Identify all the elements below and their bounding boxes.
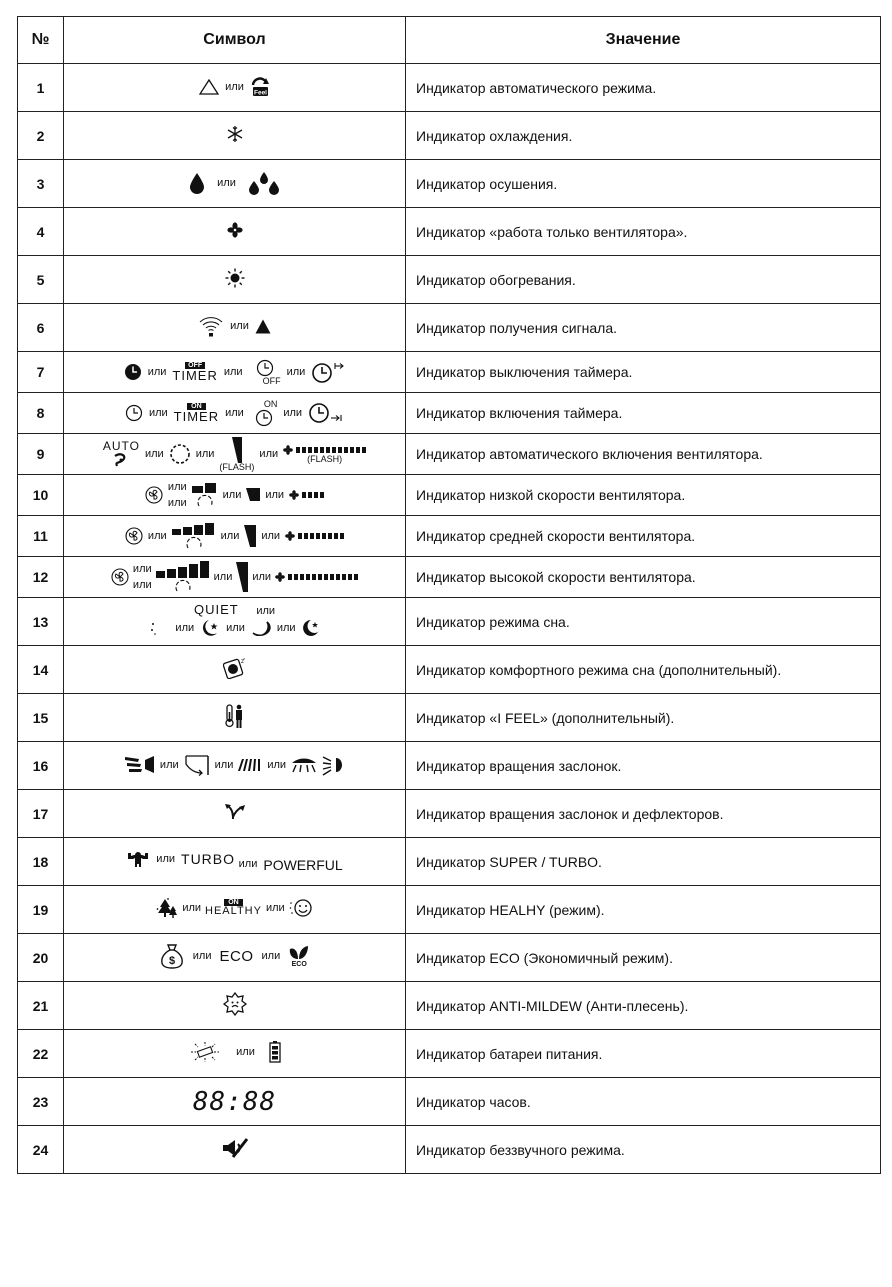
table-row <box>18 742 881 790</box>
row-number: 12 <box>18 557 64 598</box>
powerful-text: POWERFUL <box>263 856 343 873</box>
louver-horizontal-icon <box>291 757 317 773</box>
table-row <box>18 838 881 886</box>
row-symbol <box>64 982 406 1030</box>
row-symbol <box>64 886 406 934</box>
fan-dots-mid-icon <box>285 531 344 541</box>
row-number: 22 <box>18 1030 64 1078</box>
table-row <box>18 790 881 838</box>
or-label: или <box>195 448 215 460</box>
triangle-outline-icon <box>199 79 219 95</box>
or-label: или <box>217 176 236 189</box>
row-meaning: Индикатор «работа только вентилятора». <box>406 208 881 256</box>
row-number: 9 <box>18 434 64 475</box>
moon-star-small-icon <box>302 619 320 637</box>
fan-circle-icon <box>125 527 143 545</box>
or-label: или <box>156 852 176 865</box>
row-meaning: Индикатор режима сна. <box>406 598 881 646</box>
moon-stars-icon <box>149 619 169 637</box>
or-label: или <box>223 366 243 378</box>
eco-leaf-icon <box>288 945 310 968</box>
money-bag-icon <box>159 943 185 969</box>
row-symbol <box>64 475 406 516</box>
row-number: 11 <box>18 516 64 557</box>
row-meaning: Индикатор включения таймера. <box>406 393 881 434</box>
timer-text: TIMER <box>172 368 218 383</box>
row-meaning: Индикатор ANTI-MILDEW (Анти-плесень). <box>406 982 881 1030</box>
feel-text: Feel <box>253 89 267 97</box>
moon-star-icon <box>200 619 220 637</box>
or-label: или <box>144 448 164 460</box>
row-number: 5 <box>18 256 64 304</box>
row-number: 17 <box>18 790 64 838</box>
wedge-bar-icon <box>219 437 254 472</box>
row-number: 6 <box>18 304 64 352</box>
or-label: или <box>220 530 240 542</box>
dashed-circle-icon <box>169 443 191 465</box>
timer-on-icon <box>174 403 219 423</box>
bars-mid-icon <box>172 522 216 550</box>
or-label: или <box>159 759 179 771</box>
row-symbol <box>64 393 406 434</box>
healthy-text: HEALTHY <box>205 905 262 917</box>
wedge-high-icon <box>236 562 248 592</box>
svg-text:z: z <box>240 659 244 665</box>
table-row <box>18 886 881 934</box>
row-number: 10 <box>18 475 64 516</box>
row-number: 7 <box>18 352 64 393</box>
table-row <box>18 304 881 352</box>
star-face-icon <box>223 992 247 1016</box>
table-row <box>18 694 881 742</box>
symbol-legend-table <box>17 16 881 1174</box>
or-label: или <box>147 530 167 542</box>
or-label: или <box>286 366 306 378</box>
or-label: или <box>261 530 281 542</box>
row-meaning: Индикатор беззвучного режима. <box>406 1126 881 1174</box>
wedge-low-icon <box>246 488 260 502</box>
or-label: или <box>252 571 272 583</box>
table-row <box>18 160 881 208</box>
row-number: 15 <box>18 694 64 742</box>
timer-on-badge: ON <box>187 403 206 410</box>
or-label: или <box>256 605 276 617</box>
or-label: или <box>192 950 212 962</box>
mute-speaker-icon <box>221 1137 249 1159</box>
row-symbol <box>64 694 406 742</box>
fan-dots-low-icon <box>289 490 324 500</box>
drop-icon <box>189 172 205 194</box>
clock-arrow-bar-icon <box>308 402 344 424</box>
or-label: или <box>259 448 279 460</box>
or-label: или <box>132 578 152 591</box>
row-symbol <box>64 112 406 160</box>
or-stack <box>168 482 187 509</box>
thermometer-person-icon <box>225 703 245 729</box>
table-row <box>18 434 881 475</box>
or-label: или <box>236 1046 255 1058</box>
or-stack <box>133 564 152 591</box>
louver-swing-icon <box>125 756 155 774</box>
eco-text: ECO <box>219 947 254 965</box>
or-label: или <box>225 81 244 93</box>
svg-text:z: z <box>242 657 245 661</box>
table-row <box>18 1078 881 1126</box>
row-number: 4 <box>18 208 64 256</box>
segment-clock-icon: 88:88 <box>192 1086 277 1117</box>
row-meaning: Индикатор ECO (Экономичный режим). <box>406 934 881 982</box>
bars-high-icon <box>156 561 210 593</box>
timer-off-icon <box>172 362 217 382</box>
row-number: 3 <box>18 160 64 208</box>
row-symbol <box>64 646 406 694</box>
row-meaning: Индикатор обогревания. <box>406 256 881 304</box>
row-meaning: Индикатор вращения заслонок. <box>406 742 881 790</box>
row-number: 1 <box>18 64 64 112</box>
row-number: 16 <box>18 742 64 790</box>
clock-filled-icon <box>124 363 142 381</box>
row-meaning: Индикатор «I FEEL» (дополнительный). <box>406 694 881 742</box>
or-label: или <box>276 622 296 634</box>
row-symbol <box>64 64 406 112</box>
row-meaning: Индикатор комфортного режима сна (дополнительный). <box>406 646 881 694</box>
row-meaning: Индикатор часов. <box>406 1078 881 1126</box>
or-label: или <box>238 858 258 871</box>
bars-low-icon <box>192 482 218 508</box>
row-meaning: Индикатор высокой скорости вентилятора. <box>406 557 881 598</box>
fan-circle-icon <box>111 568 129 586</box>
row-symbol <box>64 434 406 475</box>
table-row <box>18 598 881 646</box>
clock-on-label: ON <box>263 398 278 409</box>
or-label: или <box>230 320 249 332</box>
table-row <box>18 352 881 393</box>
louver-side-icon <box>322 754 344 776</box>
row-symbol <box>64 838 406 886</box>
row-number: 19 <box>18 886 64 934</box>
clock-off-label: OFF <box>262 375 281 386</box>
or-label: или <box>167 480 187 493</box>
fan-circle-icon <box>145 486 163 504</box>
swing-arrows-icon <box>224 803 246 821</box>
row-number: 18 <box>18 838 64 886</box>
triangle-filled-icon <box>255 319 271 334</box>
or-label: или <box>265 902 285 914</box>
fan-dots-bar-icon <box>283 445 366 464</box>
auto-text: AUTO <box>102 439 140 453</box>
header-symbol: Символ <box>64 17 406 64</box>
or-label: или <box>147 366 167 378</box>
auto-fan-icon <box>103 440 140 468</box>
three-drops-icon <box>248 171 280 195</box>
row-meaning: Индикатор автоматического режима. <box>406 64 881 112</box>
row-symbol <box>64 742 406 790</box>
or-label: или <box>132 562 152 575</box>
svg-text:$: $ <box>168 955 175 967</box>
table-row <box>18 112 881 160</box>
row-meaning: Индикатор охлаждения. <box>406 112 881 160</box>
row-meaning: Индикатор осушения. <box>406 160 881 208</box>
turbo-text: TURBO <box>181 851 236 868</box>
or-label: или <box>167 496 187 509</box>
table-row <box>18 256 881 304</box>
louver-vertical-icon <box>238 758 262 772</box>
row-number: 21 <box>18 982 64 1030</box>
fan-dots-high-icon <box>275 572 358 582</box>
or-label: или <box>222 489 242 501</box>
trees-icon <box>156 897 178 919</box>
row-meaning: Индикатор вращения заслонок и дефлекторов. <box>406 790 881 838</box>
fan-icon <box>227 222 243 238</box>
or-label: или <box>214 759 234 771</box>
or-label: или <box>148 407 168 419</box>
row-symbol <box>64 160 406 208</box>
row-meaning: Индикатор низкой скорости вентилятора. <box>406 475 881 516</box>
row-number: 20 <box>18 934 64 982</box>
row-symbol <box>64 598 406 646</box>
header-row <box>18 17 881 64</box>
row-symbol <box>64 256 406 304</box>
sleep-face-icon <box>223 657 247 679</box>
battery-icon <box>269 1041 281 1063</box>
table-row <box>18 646 881 694</box>
row-meaning: Индикатор SUPER / TURBO. <box>406 838 881 886</box>
row-symbol <box>64 1030 406 1078</box>
timer-text: TIMER <box>173 409 220 424</box>
flash-label: (FLASH) <box>307 453 343 464</box>
or-label: или <box>225 407 244 419</box>
row-symbol <box>64 304 406 352</box>
row-number: 23 <box>18 1078 64 1126</box>
or-label: или <box>283 407 303 419</box>
table-row <box>18 982 881 1030</box>
or-label: или <box>226 622 245 634</box>
or-label: или <box>182 902 202 914</box>
row-meaning: Индикатор выключения таймера. <box>406 352 881 393</box>
clock-arrow-icon <box>311 361 345 383</box>
sun-icon <box>225 268 245 288</box>
healthy-on-badge: ON <box>224 899 243 906</box>
table-row <box>18 1030 881 1078</box>
crescent-icon <box>251 620 271 636</box>
row-symbol <box>64 557 406 598</box>
row-number: 14 <box>18 646 64 694</box>
row-meaning: Индикатор средней скорости вентилятора. <box>406 516 881 557</box>
table-row <box>18 393 881 434</box>
table-row <box>18 1126 881 1174</box>
flash-label: (FLASH) <box>219 461 255 472</box>
row-symbol <box>64 1078 406 1126</box>
louver-arrow-icon <box>184 754 210 776</box>
table-row <box>18 934 881 982</box>
eco-leaf-label: ECO <box>291 960 307 968</box>
row-symbol <box>64 1126 406 1174</box>
wedge-mid-icon <box>244 525 256 547</box>
table-row <box>18 208 881 256</box>
row-symbol <box>64 352 406 393</box>
or-label: или <box>265 489 285 501</box>
table-row <box>18 557 881 598</box>
row-number: 2 <box>18 112 64 160</box>
row-meaning: Индикатор получения сигнала. <box>406 304 881 352</box>
header-meaning: Значение <box>406 17 881 64</box>
quiet-text: QUIET <box>193 602 239 617</box>
or-label: или <box>175 622 195 634</box>
healthy-on-icon <box>205 899 262 917</box>
row-symbol <box>64 208 406 256</box>
row-symbol <box>64 790 406 838</box>
row-meaning: Индикатор автоматического включения вентилятора. <box>406 434 881 475</box>
wifi-signal-icon <box>198 315 224 337</box>
strongman-icon <box>126 851 150 867</box>
row-symbol <box>64 934 406 982</box>
row-number: 13 <box>18 598 64 646</box>
row-number: 8 <box>18 393 64 434</box>
or-label: или <box>261 950 281 962</box>
row-meaning: Индикатор батареи питания. <box>406 1030 881 1078</box>
header-num: № <box>18 17 64 64</box>
battery-flash-icon <box>188 1041 222 1063</box>
clock-on-icon <box>250 400 278 427</box>
clock-off-icon <box>249 359 281 386</box>
or-label: или <box>213 571 233 583</box>
smile-dots-icon <box>289 898 313 918</box>
table-row <box>18 475 881 516</box>
table-row <box>18 516 881 557</box>
row-symbol <box>64 516 406 557</box>
feel-mode-icon <box>250 77 270 97</box>
row-number: 24 <box>18 1126 64 1174</box>
clock-outline-icon <box>125 404 143 422</box>
snowflake-icon <box>226 125 244 143</box>
timer-off-badge: OFF <box>185 362 205 369</box>
or-label: или <box>267 759 287 771</box>
row-meaning: Индикатор HEALHY (режим). <box>406 886 881 934</box>
table-row <box>18 64 881 112</box>
